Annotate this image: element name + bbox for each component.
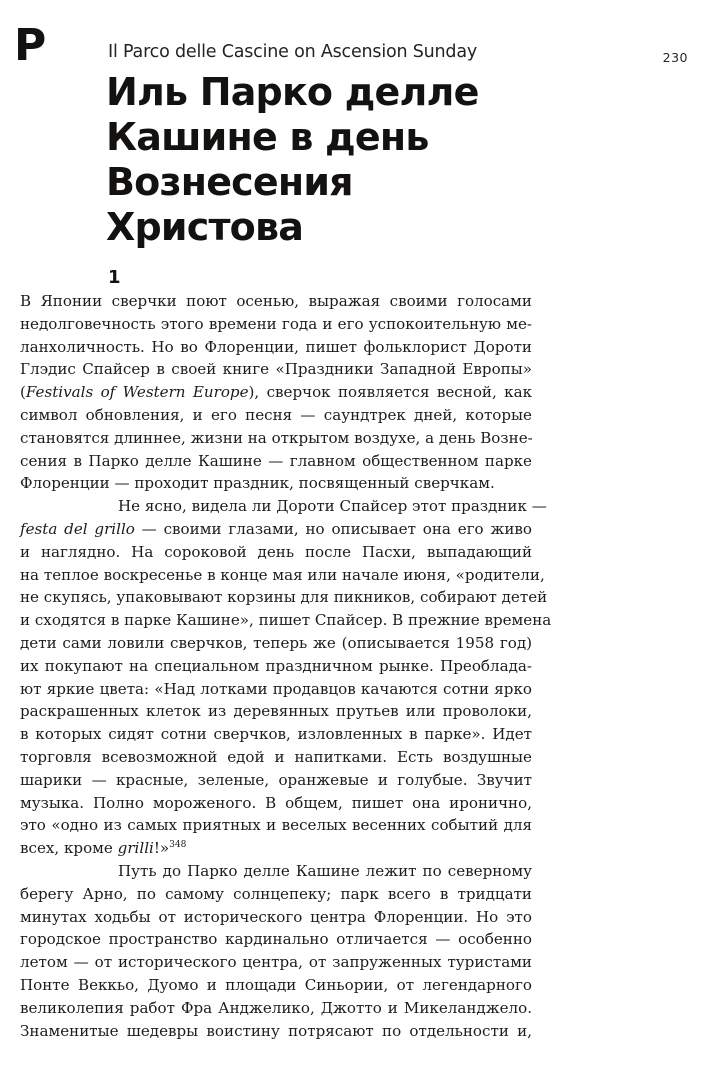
text-line: дети сами ловили сверчков, теперь же (описывается 1958 год)	[20, 633, 532, 652]
section-letter: P	[14, 20, 47, 71]
italic-term: grilli	[117, 839, 154, 858]
text-line: Глэдис Спайсер в своей книге «Праздники Западной Европы»	[20, 360, 532, 379]
text-fragment: !»	[153, 839, 170, 858]
text-line: торговля всевозможной едой и напитками. Есть воздушные	[20, 747, 532, 766]
text-line: становятся длиннее, жизни на открытом воздухе, а день Возне-	[20, 428, 533, 447]
italic-book-title: Festivals of Western Europe	[25, 383, 249, 402]
text-line: символ обновления, и его песня — саундтрек дней, которые	[20, 405, 532, 424]
title-line: Вознесения	[106, 160, 353, 204]
chapter-title	[106, 70, 666, 250]
chapter-subtitle-english: Il Parco delle Cascine on Ascension Sunday	[108, 42, 478, 62]
text-line: Путь до Парко делле Кашине лежит по северному	[118, 861, 532, 880]
text-line: Флоренции — проходит праздник, посвященный сверчкам.	[20, 474, 495, 493]
text-line: и сходятся в парке Кашине», пишет Спайсер. В прежние времена	[20, 611, 552, 630]
text-line: раскрашенных клеток из деревянных прутьев или проволоки,	[20, 702, 532, 721]
text-line: недолговечность этого времени года и его успокоительную ме-	[20, 314, 532, 333]
text-line: не скупясь, упаковывают корзины для пикников, собирают детей	[20, 588, 548, 607]
title-line: Иль Парко делле	[106, 70, 479, 114]
text-line	[20, 837, 532, 860]
text-line	[20, 518, 532, 541]
text-fragment: ), сверчок появляется весной, как	[248, 383, 532, 402]
text-line: минутах ходьбы от исторического центра Флоренции. Но это	[20, 907, 532, 926]
text-line: сения в Парко делле Кашине — главном общественном парке	[20, 451, 532, 470]
text-line: шарики — красные, зеленые, оранжевые и голубые. Звучит	[20, 770, 532, 789]
text-line: (Festivals of Western Europe), сверчок появляется весной, как	[20, 383, 532, 402]
text-line: ланхоличность. Но во Флоренции, пишет фольклорист Дороти	[20, 337, 532, 356]
page-number: 230	[662, 50, 688, 65]
title-line: Христова	[106, 205, 304, 249]
title-line: Кашине в день	[106, 115, 429, 159]
text-line: Знаменитые шедевры воистину потрясают по отдельности и,	[20, 1021, 532, 1040]
text-line: городское пространство кардинально отличается — особенно	[20, 930, 532, 949]
text-line: в которых сидят сотни сверчков, изловленных в парке». Идет	[20, 725, 532, 744]
text-line: берегу Арно, по самому солнцепеку; парк всего в тридцати	[20, 884, 532, 903]
text-line: Понте Веккьо, Дуомо и площади Синьории, от легендарного	[20, 975, 532, 994]
text-fragment: — своими глазами, но описывает она его живо	[134, 519, 533, 538]
text-line: летом — от исторического центра, от запруженных туристами	[20, 953, 532, 972]
footnote-ref[interactable]: 348	[169, 840, 187, 851]
text-line: их покупают на специальном праздничном рынке. Преоблада-	[20, 656, 532, 675]
body-text	[20, 290, 552, 1042]
italic-term: festa del grillo	[20, 519, 135, 538]
text-line: В Японии сверчки поют осенью, выражая своими голосами	[20, 292, 532, 310]
section-number: 1	[108, 267, 121, 288]
text-fragment: всех, кроме	[20, 839, 118, 858]
text-line: это «одно из самых приятных и веселых весенних событий для	[20, 816, 532, 835]
text-line: Не ясно, видела ли Дороти Спайсер этот праздник —	[118, 497, 547, 516]
text-line: на теплое воскресенье в конце мая или начале июня, «родители,	[20, 565, 545, 584]
text-line: и наглядно. На сороковой день после Пасхи, выпадающий	[20, 542, 532, 561]
text-line: великолепия работ Фра Анджелико, Джотто и Микеланджело.	[20, 998, 532, 1017]
text-line: музыка. Полно мороженого. В общем, пишет она иронично,	[20, 793, 532, 812]
text-line: ют яркие цвета: «Над лотками продавцов качаются сотни ярко	[20, 679, 532, 698]
